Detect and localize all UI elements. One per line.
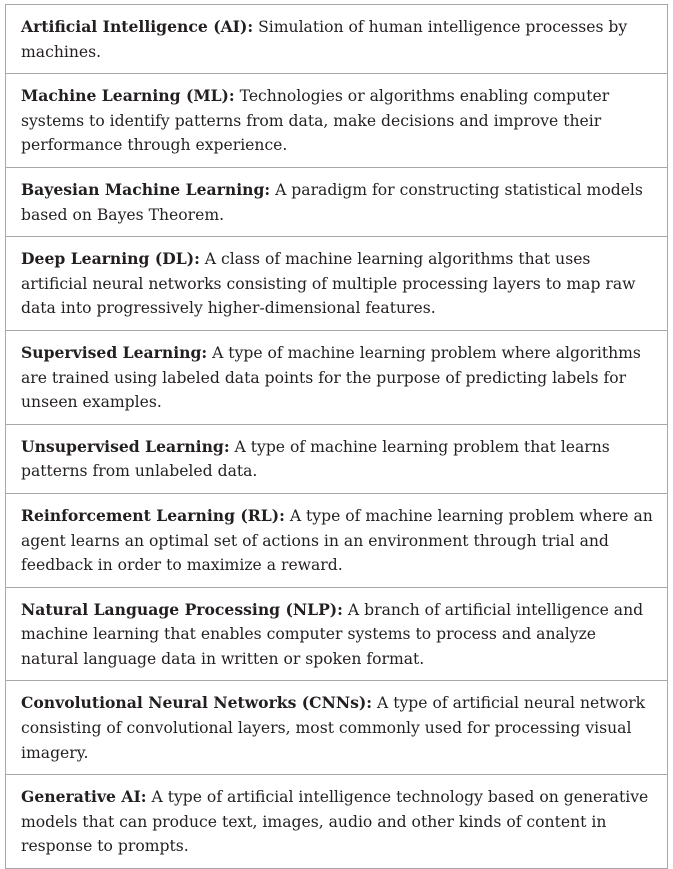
glossary-entry bbox=[6, 681, 668, 775]
glossary-row bbox=[6, 587, 668, 681]
glossary-entry bbox=[6, 587, 668, 681]
glossary-entry bbox=[6, 74, 668, 168]
glossary-row bbox=[6, 424, 668, 493]
glossary-row bbox=[6, 775, 668, 869]
glossary-term: Supervised Learning: bbox=[21, 342, 208, 362]
glossary-definition: A class of machine learning algorithms that uses artificial neural networks consisting of multiple processing layers to map raw data into progressively higher-dimensional features. bbox=[21, 250, 636, 318]
glossary-term: Convolutional Neural Networks (CNNs): bbox=[21, 693, 373, 713]
glossary-row bbox=[6, 74, 668, 168]
glossary-row bbox=[6, 493, 668, 587]
glossary-entry bbox=[6, 5, 668, 74]
glossary-row bbox=[6, 237, 668, 331]
glossary-entry bbox=[6, 237, 668, 331]
glossary-term: Natural Language Processing (NLP): bbox=[21, 599, 343, 619]
glossary-definition: A type of artificial neural network consisting of convolutional layers, most commonly used for processing visual imagery. bbox=[21, 694, 646, 762]
glossary-definition: A type of machine learning problem where an agent learns an optimal set of actions in an environment through trial and feedback in order to maximize a reward. bbox=[21, 506, 653, 575]
glossary-term: Deep Learning (DL): bbox=[21, 249, 200, 269]
glossary-row bbox=[6, 330, 668, 424]
glossary-term: Artificial Intelligence (AI): bbox=[21, 17, 254, 36]
glossary-entry bbox=[6, 493, 668, 587]
glossary-entry bbox=[6, 775, 668, 869]
glossary-definition: A type of machine learning problem where algorithms are trained using labeled data points for the purpose of predicting labels for unseen examples. bbox=[21, 343, 641, 412]
glossary-term: Generative AI: bbox=[21, 787, 147, 807]
glossary-entry bbox=[6, 167, 668, 236]
glossary-term: Unsupervised Learning: bbox=[21, 436, 230, 456]
glossary-definition: A type of machine learning problem that learns patterns from unlabeled data. bbox=[21, 437, 610, 481]
glossary-entry bbox=[6, 330, 668, 424]
glossary-term: Reinforcement Learning (RL): bbox=[21, 505, 285, 525]
glossary-definition: A paradigm for constructing statistical models based on Bayes Theorem. bbox=[21, 180, 643, 224]
glossary-table bbox=[5, 4, 668, 869]
glossary-term: Machine Learning (ML): bbox=[21, 86, 235, 106]
glossary-definition: A branch of artificial intelligence and machine learning that enables computer systems to process and analyze natural language data in written or spoken format. bbox=[21, 600, 644, 668]
glossary-definition: Simulation of human intelligence processes by machines. bbox=[21, 18, 628, 61]
glossary-row bbox=[6, 681, 668, 775]
glossary-entry bbox=[6, 424, 668, 493]
glossary-definition: A type of artificial intelligence technology based on generative models that can produce text, images, audio and other kinds of content in response to prompts. bbox=[21, 788, 649, 856]
glossary-definition: Technologies or algorithms enabling computer systems to identify patterns from data, make decisions and improve their performance through experience. bbox=[21, 87, 610, 155]
glossary-row bbox=[6, 5, 668, 74]
glossary-term: Bayesian Machine Learning: bbox=[21, 179, 271, 199]
glossary-row bbox=[6, 167, 668, 236]
